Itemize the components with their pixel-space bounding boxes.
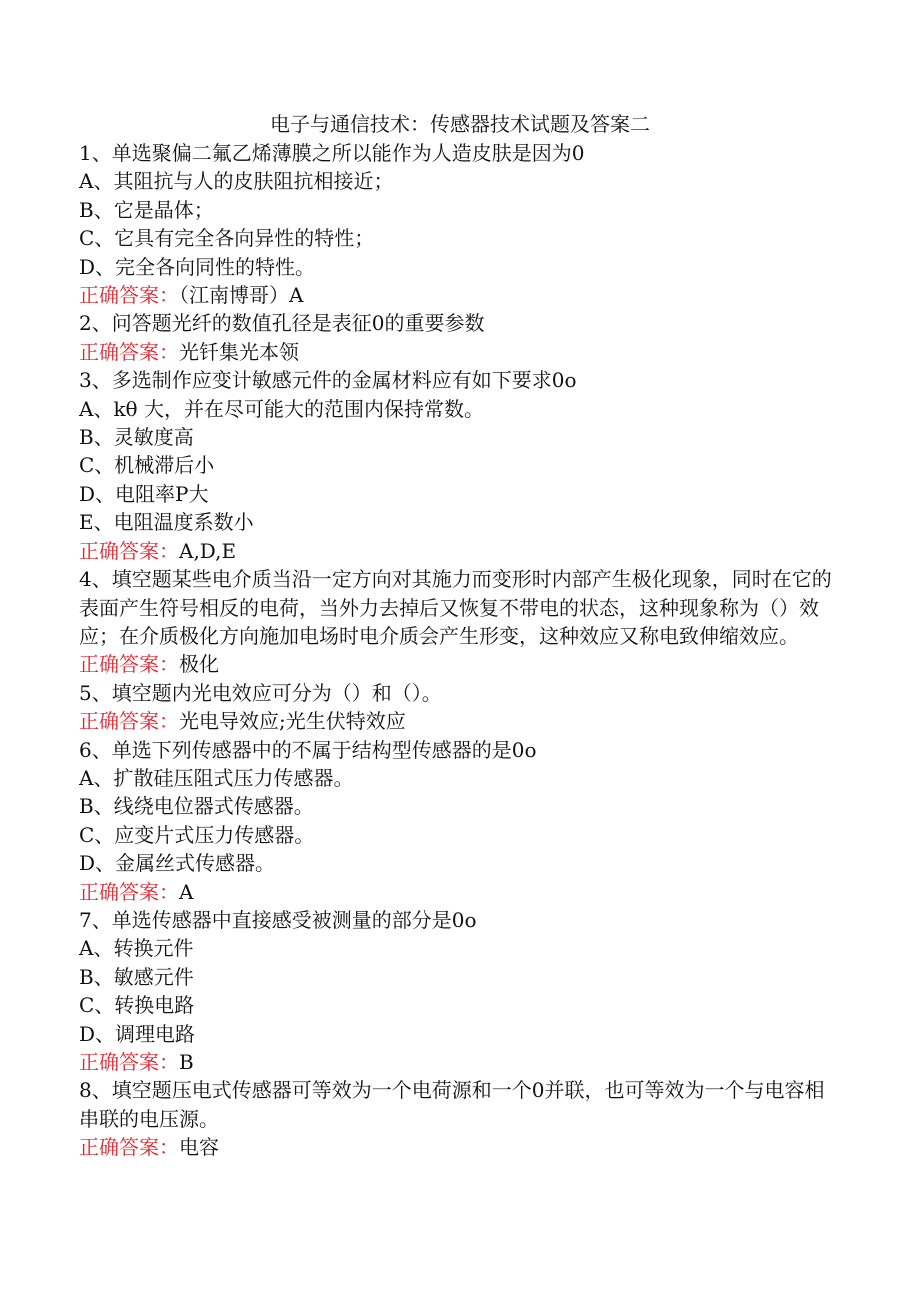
question-stem: 2、问答题光纤的数值孔径是表征0的重要参数	[79, 311, 485, 336]
question-stem: 6、单选下列传感器中的不属于结构型传感器的是0o	[79, 737, 537, 762]
answer-label: 正确答案：	[79, 283, 179, 308]
question-list	[79, 139, 839, 1162]
option-a: A、转换元件	[79, 936, 194, 961]
answer-value: 光钎集光本领	[179, 339, 299, 364]
answer-value: 电容	[179, 1135, 219, 1160]
answer-line	[79, 1048, 839, 1076]
answer-line	[79, 1133, 839, 1161]
answer-value: 光电导效应;光生伏特效应	[179, 709, 406, 734]
answer-label: 正确答案：	[79, 879, 179, 904]
option-b: B、敏感元件	[79, 964, 194, 989]
question-item	[79, 1076, 839, 1161]
option-d: D、完全各向同性的特性。	[79, 254, 316, 279]
question-item	[79, 679, 839, 736]
question-item	[79, 736, 839, 906]
question-stem: 4、填空题某些电介质当沿一定方向对其施力而变形时内部产生极化现象，同时在它的表面产生符号相反的电荷，当外力去掉后又恢复不带电的状态，这种现象称为（）效应；在介质极化方向施加电场时电介质会产生形变，这种效应又称电致伸缩效应。	[79, 567, 832, 648]
option-b: B、它是晶体；	[79, 197, 214, 222]
answer-label: 正确答案：	[79, 652, 179, 677]
answer-value: 极化	[179, 652, 219, 677]
question-item	[79, 906, 839, 1076]
question-item	[79, 366, 839, 565]
option-c: C、转换电路	[79, 993, 195, 1018]
question-item	[79, 309, 839, 366]
option-a: A、其阻抗与人的皮肤阻抗相接近；	[79, 169, 394, 194]
answer-label: 正确答案：	[79, 538, 179, 563]
option-d: D、电阻率P大	[79, 481, 209, 506]
question-stem: 1、单选聚偏二氟乙烯薄膜之所以能作为人造皮肤是因为0	[79, 141, 585, 165]
answer-value: B	[179, 1050, 194, 1074]
option-d: D、金属丝式传感器。	[79, 851, 276, 876]
option-a: A、扩散硅压阻式压力传感器。	[79, 765, 354, 790]
option-d: D、调理电路	[79, 1021, 196, 1046]
question-item	[79, 139, 839, 309]
page-title: 电子与通信技术：传感器技术试题及答案二	[270, 112, 650, 136]
question-stem: 7、单选传感器中直接感受被测量的部分是0o	[79, 907, 477, 932]
answer-label: 正确答案：	[79, 339, 179, 364]
question-stem: 5、填空题内光电效应可分为（）和（）。	[79, 680, 442, 705]
answer-line	[79, 537, 839, 565]
answer-line	[79, 281, 839, 309]
option-c: C、机械滞后小	[79, 453, 215, 478]
option-e: E、电阻温度系数小	[79, 510, 254, 535]
question-stem: 8、填空题压电式传感器可等效为一个电荷源和一个0并联，也可等效为一个与电容相串联的电压源。	[79, 1078, 825, 1131]
question-item	[79, 565, 839, 679]
answer-line	[79, 707, 839, 735]
option-c: C、应变片式压力传感器。	[79, 822, 315, 847]
answer-line	[79, 650, 839, 678]
question-stem: 3、多选制作应变计敏感元件的金属材料应有如下要求0o	[79, 368, 577, 393]
option-b: B、线绕电位器式传感器。	[79, 794, 314, 819]
option-b: B、灵敏度高	[79, 425, 194, 450]
option-c: C、它具有完全各向异性的特性；	[79, 226, 375, 251]
answer-value: A,D,E	[179, 538, 237, 563]
answer-label: 正确答案：	[79, 1050, 179, 1074]
option-a: A、kθ 大，并在尽可能大的范围内保持常数。	[79, 396, 484, 421]
answer-line	[79, 878, 839, 906]
answer-line	[79, 338, 839, 366]
answer-label: 正确答案：	[79, 1135, 179, 1160]
answer-label: 正确答案：	[79, 709, 179, 734]
answer-value: A	[179, 879, 194, 904]
answer-value: （江南博哥）A	[179, 283, 304, 308]
